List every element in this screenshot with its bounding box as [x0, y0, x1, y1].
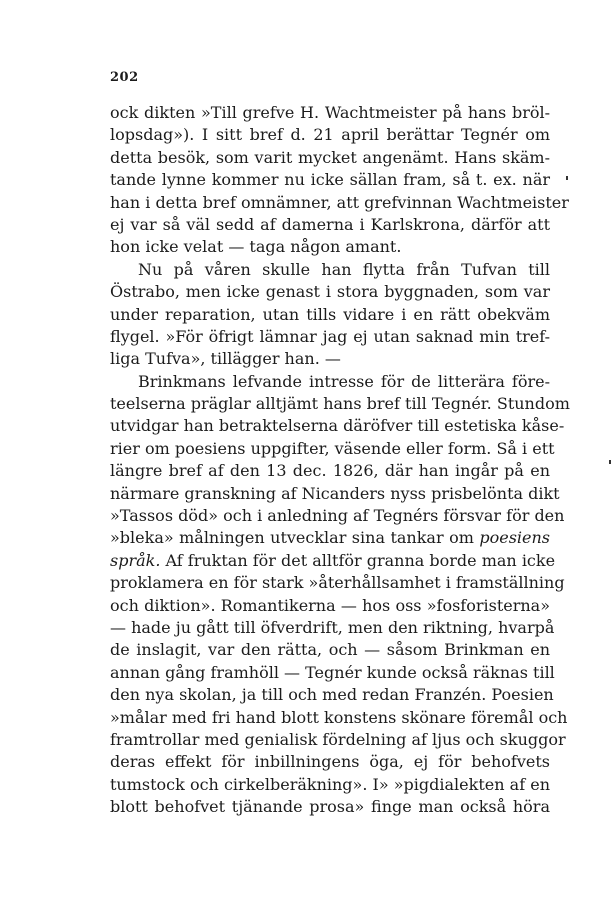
- text-line: Nu på våren skulle han flytta från Tufvan till: [138, 259, 550, 279]
- text-line: rier om poesiens uppgifter, väsende eller form. Så i ett: [110, 438, 555, 458]
- text-line: »målar med fri hand blott konstens skönare föremål och: [110, 707, 568, 727]
- text-line: under reparation, utan tills vidare i en rätt obekväm: [110, 304, 550, 324]
- text-line: liga Tufva», tillägger han. —: [110, 349, 341, 369]
- text-line: ock dikten »Till grefve H. Wachtmeister på hans bröl-: [110, 103, 550, 122]
- text-line: och diktion». Romantikerna — hos oss »fosforisterna»: [110, 595, 550, 615]
- text-line: han i detta bref omnämner, att grefvinnan Wachtmeister: [110, 192, 569, 212]
- text-line: annan gång framhöll — Tegnér kunde också räknas till: [110, 662, 555, 682]
- margin-mark: [609, 460, 611, 464]
- text-line: Östrabo, men icke genast i stora byggnaden, som var: [110, 282, 550, 302]
- body-text: [110, 102, 570, 819]
- text-line: deras effekt för inbillningens öga, ej för behofvets: [110, 752, 550, 772]
- page-number: 202: [110, 70, 139, 85]
- text-line: längre bref af den 13 dec. 1826, där han ingår på en: [110, 461, 550, 481]
- text-line: detta besök, som varit mycket angenämt. Hans skäm-: [110, 147, 550, 167]
- text-line: framtrollar med genialisk fördelning af ljus och skuggor: [110, 729, 566, 749]
- margin-mark: [566, 176, 568, 180]
- text-line: »Tassos död» och i anledning af Tegnérs försvar för den: [110, 506, 565, 526]
- text-line: ej var så väl sedd af damerna i Karlskrona, därför att: [110, 214, 550, 234]
- text-line: närmare granskning af Nicanders nyss prisbelönta dikt: [110, 483, 560, 503]
- text-line: teelserna präglar alltjämt hans bref till Tegnér. Stundom: [110, 394, 570, 414]
- text-line: hon icke velat — taga någon amant.: [110, 237, 402, 257]
- text-line: lopsdag»). I sitt bref d. 21 april berättar Tegnér om: [110, 125, 550, 145]
- text-line: — hade ju gått till öfverdrift, men den riktning, hvarpå: [110, 617, 555, 637]
- text-line: tumstock och cirkelberäkning». I» »pigdialekten af en: [110, 774, 550, 794]
- text-line: proklamera en för stark »återhållsamhet i framställning: [110, 573, 565, 593]
- text-line: »bleka» målningen utvecklar sina tankar om poesiens: [110, 528, 550, 548]
- text-line: de inslagit, var den rätta, och — såsom Brinkman en: [110, 640, 550, 660]
- text-line: tande lynne kommer nu icke sällan fram, så t. ex. när: [110, 170, 550, 190]
- text-line: Brinkmans lefvande intresse för de litterära före-: [138, 371, 550, 391]
- text-line: blott behofvet tjänande prosa» finge man också höra: [110, 797, 550, 817]
- text-line: utvidgar han betraktelserna däröfver till estetiska kåse-: [110, 416, 565, 436]
- text-line: flygel. »För öfrigt lämnar jag ej utan saknad min tref-: [110, 326, 550, 346]
- text-line: den nya skolan, ja till och med redan Franzén. Poesien: [110, 685, 554, 705]
- text-line: språk. Af fruktan för det alltför granna borde man icke: [110, 550, 556, 570]
